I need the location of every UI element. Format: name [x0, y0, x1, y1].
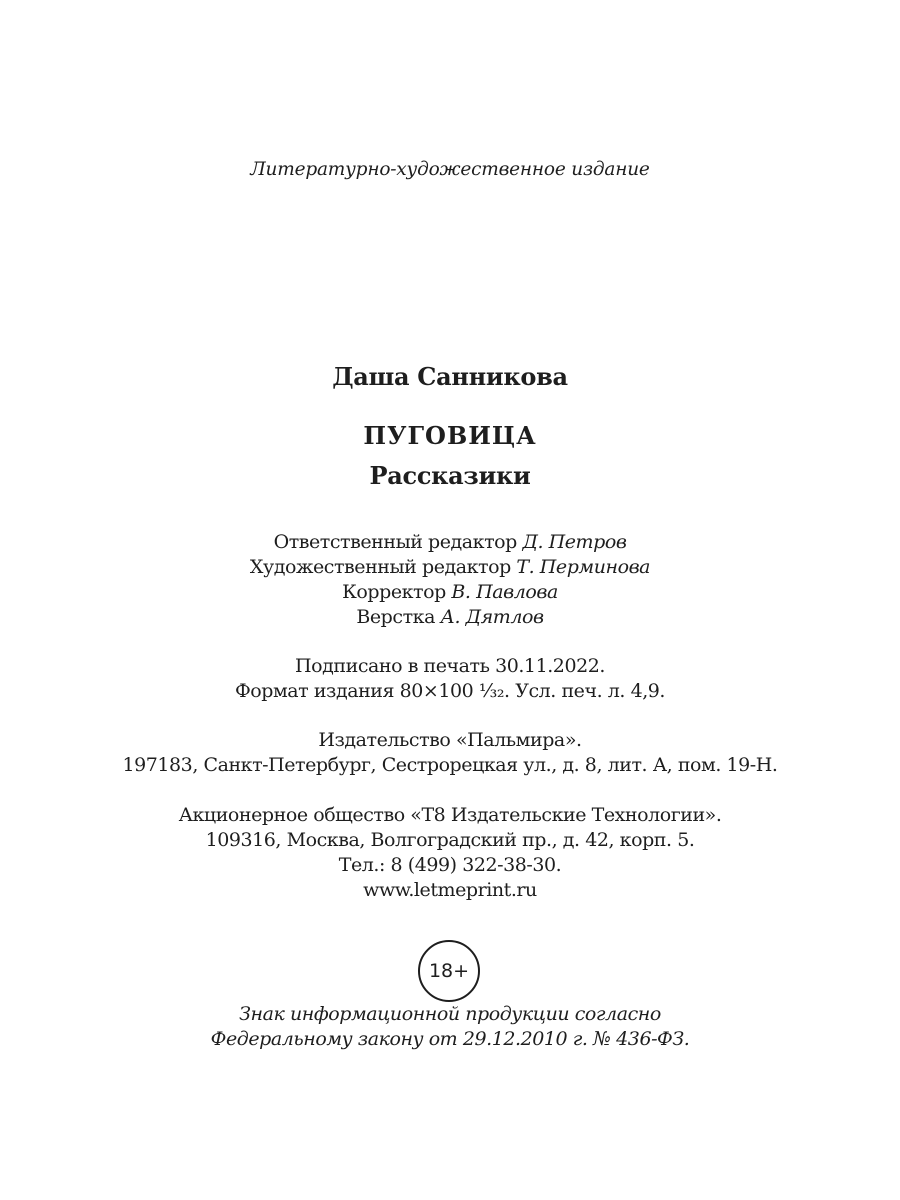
credit-role: Корректор: [342, 581, 446, 603]
credit-name: Т. Перминова: [516, 556, 651, 578]
age-rating-label: 18+: [428, 960, 470, 982]
age-rating-badge: [418, 940, 480, 1002]
credit-role: Ответственный редактор: [273, 531, 517, 553]
credit-line: [0, 555, 900, 580]
printer-address: 109316, Москва, Волгоградский пр., д. 42, корп. 5.: [205, 829, 695, 851]
credit-role: Художественный редактор: [249, 556, 511, 578]
age-rating-note-line: Федеральному закону от 29.12.2010 г. № 436-ФЗ.: [210, 1028, 690, 1050]
credit-line: [0, 530, 900, 555]
credit-name: Д. Петров: [522, 531, 627, 553]
publisher-name: Издательство «Пальмира».: [318, 729, 582, 751]
credit-name: В. Павлова: [451, 581, 558, 603]
printer-name: Акционерное общество «Т8 Издательские Технологии».: [178, 804, 722, 826]
edition-type: Литературно-художественное издание: [250, 159, 650, 180]
age-rating-note-line: Знак информационной продукции согласно: [239, 1003, 661, 1025]
book-subtitle: Рассказики: [369, 461, 531, 490]
credit-name: А. Дятлов: [440, 606, 544, 628]
print-format: Формат издания 80×100 ⅓₂. Усл. печ. л. 4,9.: [234, 680, 666, 702]
credit-line: [0, 580, 900, 605]
printer-phone: Тел.: 8 (499) 322-38-30.: [338, 854, 562, 876]
credit-line: [0, 605, 900, 630]
publisher-address: 197183, Санкт-Петербург, Сестрорецкая ул., д. 8, лит. А, пом. 19-Н.: [122, 754, 778, 776]
book-author: Даша Санникова: [332, 362, 568, 391]
print-signed-date: Подписано в печать 30.11.2022.: [295, 655, 605, 677]
printer-website: www.letmeprint.ru: [363, 879, 537, 901]
credit-role: Верстка: [356, 606, 435, 628]
book-title: ПУГОВИЦА: [363, 421, 537, 450]
